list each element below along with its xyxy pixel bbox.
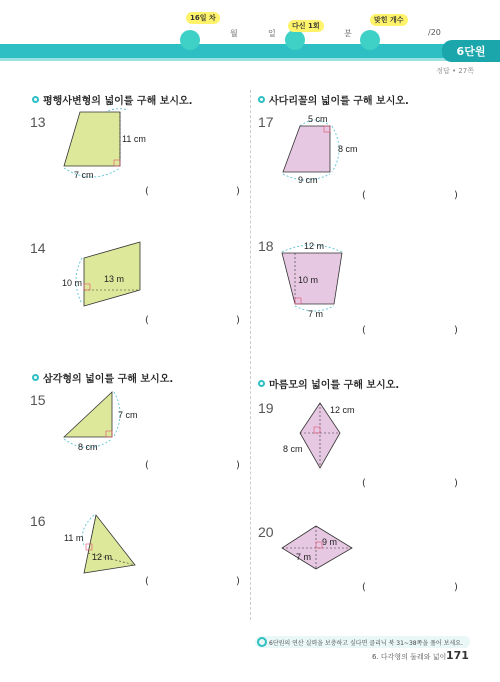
figure-13 — [64, 109, 146, 180]
problem-number: 15 — [30, 392, 46, 408]
label-base: 9 cm — [298, 175, 318, 185]
link-icon — [257, 637, 267, 647]
unit-tab: 6단원 — [442, 40, 500, 62]
answer-open: ( — [362, 325, 366, 336]
label-side: 11 m — [64, 533, 84, 543]
problem-number: 18 — [258, 238, 274, 254]
section-trapezoid: 사다리꼴의 넓이를 구해 보시오. — [258, 92, 409, 107]
answer-close: ) — [236, 576, 240, 587]
answer-key: 정답 • 27쪽 — [436, 67, 474, 75]
section-parallelogram: 평행사변형의 넓이를 구해 보시오. — [32, 92, 192, 107]
problem-number: 16 — [30, 513, 46, 529]
answer-close: ) — [454, 325, 458, 336]
answer-close: ) — [454, 190, 458, 201]
figure-17 — [283, 114, 358, 185]
minute-label: 분 — [344, 29, 352, 38]
label-base: 13 m — [104, 274, 125, 284]
label-diagonal-2: 7 m — [296, 552, 312, 562]
footer-note: 6단원의 연산 실력을 보충하고 싶다면 클리닉 북 31~38쪽을 풀어 보세요. — [255, 636, 470, 648]
page-number: 171 — [446, 649, 469, 662]
answer-open: ( — [145, 315, 149, 326]
section-triangle: 삼각형의 넓이를 구해 보시오. — [32, 370, 173, 385]
month-label: 월 — [230, 29, 238, 38]
figure-19 — [283, 403, 355, 468]
figure-18 — [282, 241, 342, 319]
answer-open: ( — [145, 576, 149, 587]
label-side: 10 m — [62, 278, 83, 288]
figure-15 — [64, 392, 138, 452]
problem-number: 13 — [30, 114, 46, 130]
answer-close: ) — [236, 186, 240, 197]
problem-number: 19 — [258, 400, 274, 416]
label-base: 12 m — [92, 552, 113, 562]
label-base: 7 m — [308, 309, 324, 319]
figure-20 — [282, 526, 352, 569]
label-base: 8 cm — [78, 442, 98, 452]
section-rhombus: 마름모의 넓이를 구해 보시오. — [258, 376, 399, 391]
label-height: 11 cm — [122, 134, 146, 144]
day-bubble: 16일 차 — [186, 12, 220, 24]
problem-number: 17 — [258, 114, 274, 130]
label-height: 7 cm — [118, 410, 138, 420]
answer-open: ( — [362, 190, 366, 201]
correct-bubble: 맞힌 개수 — [370, 14, 408, 26]
answer-close: ) — [454, 478, 458, 489]
label-height: 8 cm — [338, 144, 358, 154]
figure-14 — [62, 242, 140, 306]
problem-number: 14 — [30, 240, 46, 256]
label-diagonal-1: 12 cm — [330, 405, 355, 415]
label-base: 7 cm — [74, 170, 94, 180]
label-diagonal-2: 8 cm — [283, 444, 303, 454]
label-height: 10 m — [298, 275, 319, 285]
answer-close: ) — [236, 460, 240, 471]
label-diagonal-1: 9 m — [322, 537, 338, 547]
label-top: 12 m — [304, 241, 325, 251]
problem-number: 20 — [258, 524, 274, 540]
answer-close: ) — [454, 582, 458, 593]
score-label: /20 — [428, 28, 441, 37]
answer-open: ( — [362, 582, 366, 593]
chapter-title: 6. 다각형의 둘레와 넓이 — [372, 653, 447, 661]
figure-16 — [64, 515, 135, 573]
answer-open: ( — [145, 460, 149, 471]
day-label: 일 — [268, 29, 276, 38]
answer-open: ( — [145, 186, 149, 197]
answer-open: ( — [362, 478, 366, 489]
label-top: 5 cm — [308, 114, 328, 124]
round-bubble: 다신 1회 — [288, 20, 324, 32]
answer-close: ) — [236, 315, 240, 326]
